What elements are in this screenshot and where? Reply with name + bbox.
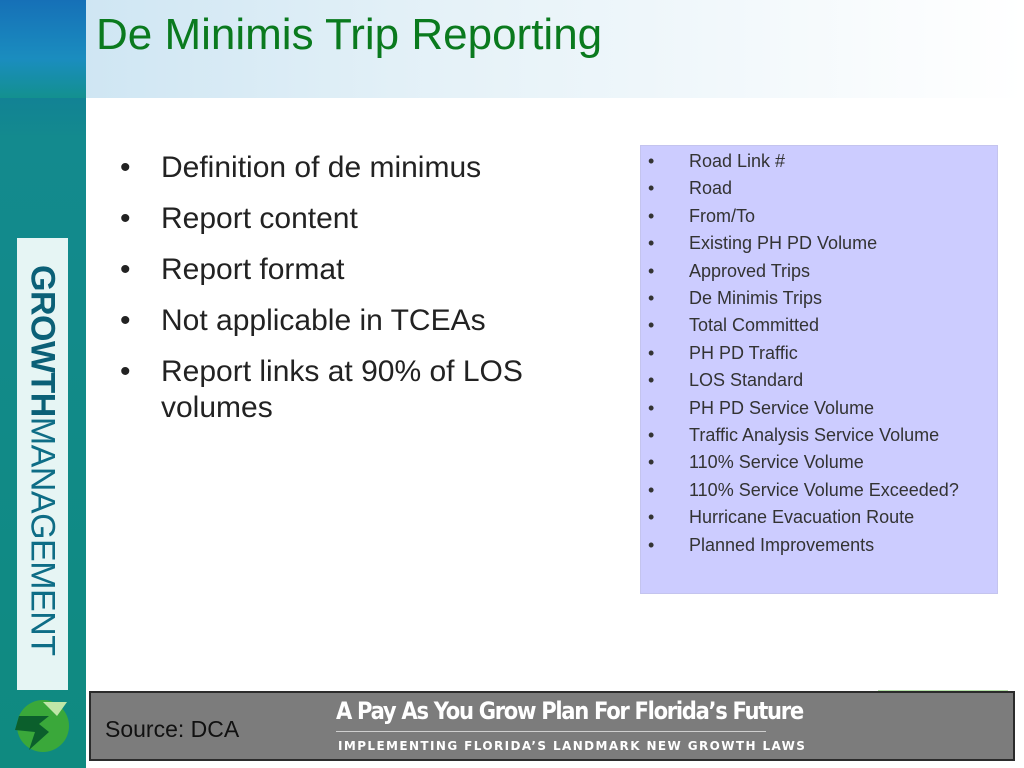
bullet-icon: • bbox=[120, 304, 131, 337]
bullet-icon: • bbox=[648, 397, 655, 418]
side-bullet bbox=[648, 477, 998, 504]
side-bullet-text: De Minimis Trips bbox=[689, 288, 823, 309]
side-bullet-text: Road bbox=[689, 178, 733, 199]
side-bullet-text: Road Link # bbox=[689, 151, 786, 171]
side-bullet-text: Traffic Analysis Service Volume bbox=[689, 425, 940, 446]
bullet-icon: • bbox=[648, 151, 655, 171]
side-bullet bbox=[648, 422, 998, 449]
footer-subtagline: IMPLEMENTING FLORIDA’S LANDMARK NEW GROWTH LAWS bbox=[338, 739, 807, 753]
main-bullet-list bbox=[120, 150, 600, 441]
side-bullet-text: LOS Standard bbox=[689, 370, 804, 391]
bullet-icon: • bbox=[648, 288, 655, 309]
bullet-icon: • bbox=[120, 355, 131, 388]
side-bullet bbox=[648, 449, 998, 476]
side-bullet-text: 110% Service Volume bbox=[689, 452, 864, 473]
side-bullet-text: Hurricane Evacuation Route bbox=[689, 507, 915, 528]
main-bullet bbox=[120, 150, 600, 186]
side-bullet bbox=[648, 340, 998, 367]
side-bullet bbox=[648, 532, 998, 559]
bullet-icon: • bbox=[648, 315, 655, 336]
main-bullet-text: Report links at 90% of LOS volumes bbox=[161, 355, 523, 424]
slide-title: De Minimis Trip Reporting bbox=[96, 10, 603, 59]
main-bullet-text: Not applicable in TCEAs bbox=[161, 304, 486, 337]
brand-wordmark bbox=[17, 238, 68, 690]
bullet-icon: • bbox=[120, 151, 131, 184]
side-bullet bbox=[648, 230, 998, 257]
side-bullet bbox=[648, 258, 998, 285]
side-bullet bbox=[648, 504, 998, 531]
main-bullet-text: Report content bbox=[161, 202, 358, 235]
sidebar-top-block bbox=[0, 0, 86, 98]
side-bullet bbox=[648, 367, 998, 394]
side-bullet-list bbox=[648, 148, 998, 559]
brand-growth: GROWTH bbox=[23, 264, 62, 417]
main-bullet-text: Report format bbox=[161, 253, 345, 286]
bullet-icon: • bbox=[648, 425, 655, 446]
side-bullet-text: From/To bbox=[689, 205, 756, 226]
bullet-icon: • bbox=[648, 233, 655, 254]
tagline-rule bbox=[336, 731, 766, 732]
side-bullet-text: Total Committed bbox=[689, 315, 820, 336]
footer-tagline: A Pay As You Grow Plan For Florida’s Future bbox=[336, 697, 803, 725]
growth-management-logo-icon bbox=[9, 698, 71, 754]
main-bullet bbox=[120, 201, 600, 237]
bullet-icon: • bbox=[648, 370, 655, 391]
side-bullet-text: Planned Improvements bbox=[689, 534, 875, 555]
bullet-icon: • bbox=[648, 452, 655, 473]
side-bullet-text: PH PD Service Volume bbox=[689, 397, 875, 418]
side-bullet bbox=[648, 148, 998, 175]
bullet-icon: • bbox=[648, 507, 655, 528]
bullet-icon: • bbox=[648, 342, 655, 363]
main-bullet bbox=[120, 303, 600, 339]
bullet-icon: • bbox=[648, 534, 655, 555]
side-bullet-text: Existing PH PD Volume bbox=[689, 233, 878, 254]
side-bullet-text: Approved Trips bbox=[689, 260, 811, 281]
main-bullet bbox=[120, 252, 600, 288]
side-bullet bbox=[648, 312, 998, 339]
bullet-icon: • bbox=[648, 205, 655, 226]
main-bullet bbox=[120, 354, 600, 426]
main-bullet-text: Definition of de minimus bbox=[161, 151, 482, 184]
side-bullet bbox=[648, 395, 998, 422]
side-bullet-text: 110% Service Volume Exceeded? bbox=[689, 479, 959, 500]
side-bullet bbox=[648, 175, 998, 202]
bullet-icon: • bbox=[648, 178, 655, 199]
bullet-icon: • bbox=[648, 479, 655, 500]
bullet-icon: • bbox=[120, 202, 131, 235]
side-bullet-text: PH PD Traffic bbox=[689, 342, 798, 363]
source-label: Source: DCA bbox=[105, 716, 240, 742]
brand-management: MANAGEMENT bbox=[23, 416, 62, 656]
bullet-icon: • bbox=[648, 260, 655, 281]
bullet-icon: • bbox=[120, 253, 131, 286]
side-bullet bbox=[648, 285, 998, 312]
side-bullet bbox=[648, 203, 998, 230]
